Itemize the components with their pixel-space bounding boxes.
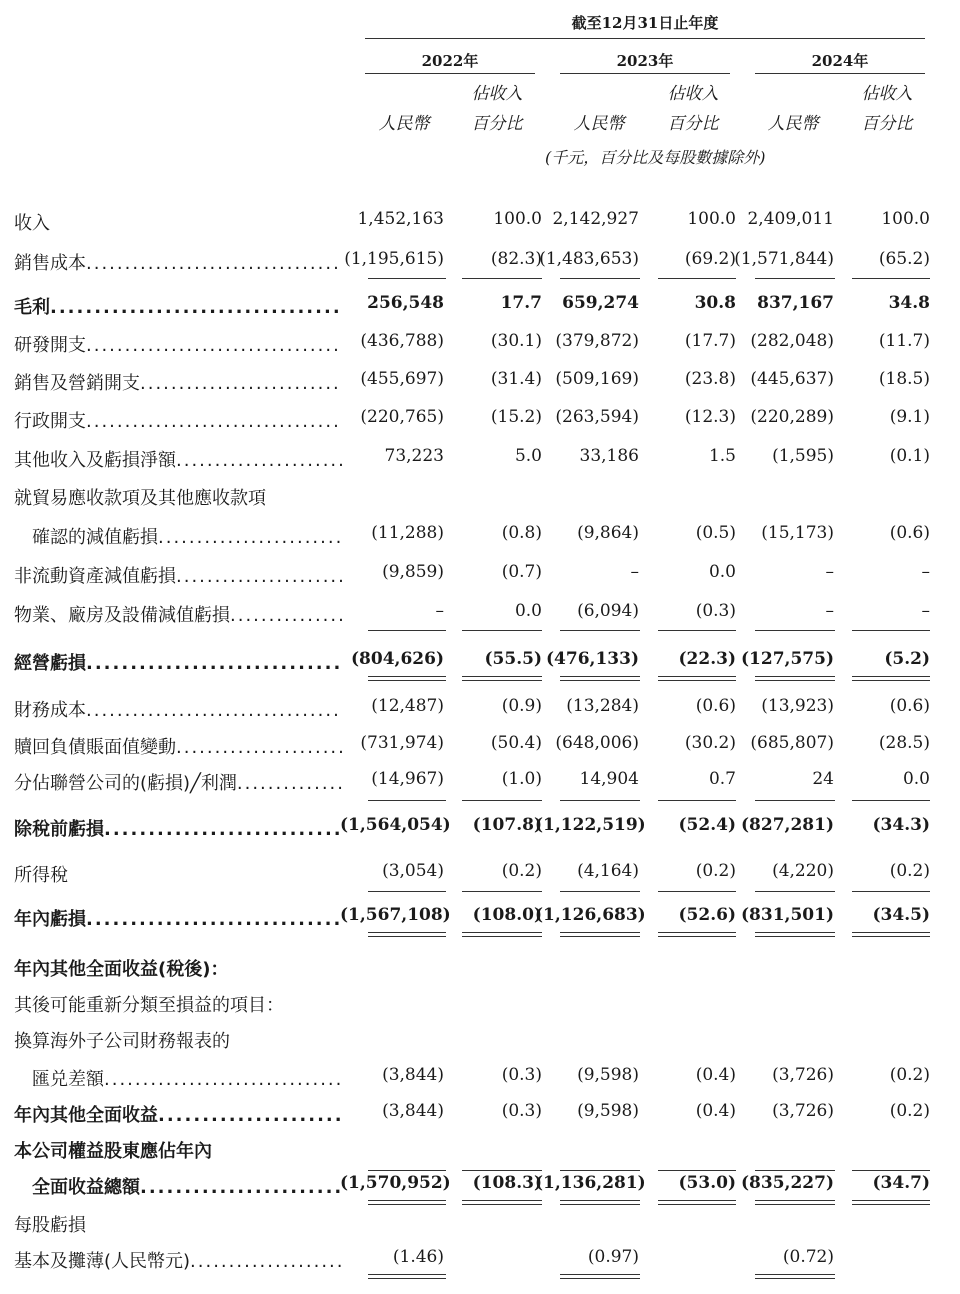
row-label: 匯兑差額 ..... (32, 1065, 342, 1091)
cell-2023-pct: (23.8) (684, 369, 736, 389)
row-label: 其他收入及虧損淨額 ..... (14, 446, 342, 472)
cell-2024-pct: – (921, 562, 930, 582)
row-label: 分佔聯營公司的(虧損)╱利潤 ..... (14, 769, 342, 795)
table-row (0, 1098, 960, 1128)
cell-2024-rmb: (4,220) (772, 861, 834, 881)
cell-2023-rmb: (4,164) (577, 861, 639, 881)
cell-2024-pct: – (921, 601, 930, 621)
row-label: 毛利 ..... (14, 293, 342, 319)
cell-2024-pct: 0.0 (902, 769, 930, 789)
table-row (0, 598, 960, 628)
cell-2022-rmb: (220,765) (360, 407, 444, 427)
row-label: 經營虧損 ..... (14, 649, 342, 675)
table-row (0, 1024, 960, 1054)
row-label: 財務成本 ..... (14, 696, 342, 722)
cell-2024-rmb: (1,595) (772, 446, 834, 466)
cell-2023-pct: (52.4) (678, 815, 736, 835)
table-row (0, 1208, 960, 1238)
year-2022-heading: 2022年 (421, 52, 479, 70)
cell-2024-pct: (34.7) (872, 1173, 930, 1193)
row-label: 年內其他全面收益(稅後)： (14, 959, 229, 980)
cell-2024-pct: (5.2) (884, 649, 930, 669)
table-row (0, 366, 960, 396)
cell-2024-rmb: (282,048) (750, 331, 834, 351)
cell-2023-rmb: 14,904 (579, 769, 639, 789)
table-row (0, 559, 960, 589)
row-label: 基本及攤薄(人民幣元) ..... (14, 1247, 342, 1273)
cell-2024-pct: 34.8 (888, 293, 930, 313)
cell-2024-rmb: (827,281) (741, 815, 834, 835)
cell-2024-pct: (34.5) (872, 905, 930, 925)
year-2023-heading: 2023年 (616, 52, 674, 70)
row-label: 除稅前虧損 ..... (14, 815, 342, 841)
row-label: 每股虧損 (14, 1215, 86, 1236)
cell-2022-pct: (55.5) (484, 649, 542, 669)
cell-2023-pct: 0.0 (708, 562, 736, 582)
unit-note: (千元，百分比及每股數據除外) (545, 148, 766, 167)
cell-2022-rmb: (455,697) (360, 369, 444, 389)
cell-2022-rmb: (1,564,054) (340, 815, 451, 835)
table-row (0, 902, 960, 932)
col-pct-heading-line2: 百分比 (471, 114, 523, 134)
cell-2023-rmb: – (630, 562, 639, 582)
cell-2024-pct: (65.2) (878, 249, 930, 269)
table-row (0, 766, 960, 796)
row-label: 所得稅 (14, 865, 68, 886)
cell-2022-rmb: (3,844) (382, 1101, 444, 1121)
cell-2024-rmb: (835,227) (741, 1173, 834, 1193)
cell-2024-rmb: (831,501) (741, 905, 834, 925)
cell-2023-rmb: (509,169) (555, 369, 639, 389)
row-label: 銷售成本 ..... (14, 249, 342, 275)
year-rule (365, 73, 535, 74)
cell-2022-rmb: (1,570,952) (340, 1173, 451, 1193)
table-row (0, 328, 960, 358)
col-pct-heading-line1: 佔收入 (861, 84, 913, 104)
row-label: 研發開支 ..... (14, 331, 342, 357)
cell-2023-pct: 1.5 (708, 446, 736, 466)
cell-2024-rmb: – (825, 601, 834, 621)
cell-2024-pct: (0.6) (889, 523, 930, 543)
cell-2022-pct: (0.8) (501, 523, 542, 543)
year-2024-heading: 2024年 (811, 52, 869, 70)
cell-2024-rmb: (1,571,844) (734, 249, 834, 269)
cell-2022-pct: (15.2) (490, 407, 542, 427)
col-rmb-heading: 人民幣 (573, 114, 625, 134)
cell-2022-rmb: (14,967) (371, 769, 444, 789)
cell-2023-rmb: (0.97) (587, 1247, 639, 1267)
cell-2023-pct: (0.6) (695, 696, 736, 716)
cell-2022-rmb: 1,452,163 (357, 209, 444, 229)
cell-2023-rmb: (476,133) (546, 649, 639, 669)
table-row (0, 952, 960, 982)
cell-2022-rmb: (12,487) (371, 696, 444, 716)
cell-2022-pct: 0.0 (514, 601, 542, 621)
cell-2022-rmb: (436,788) (360, 331, 444, 351)
cell-2024-rmb: 24 (812, 769, 834, 789)
cell-2023-pct: (30.2) (684, 733, 736, 753)
col-rmb-heading: 人民幣 (767, 114, 819, 134)
cell-2024-rmb: (0.72) (782, 1247, 834, 1267)
table-row (0, 646, 960, 676)
col-pct-heading-line1: 佔收入 (667, 84, 719, 104)
cell-2023-rmb: (9,864) (577, 523, 639, 543)
cell-2024-pct: 100.0 (881, 209, 930, 229)
cell-2022-pct: (50.4) (490, 733, 542, 753)
cell-2023-pct: (0.4) (695, 1065, 736, 1085)
row-label: 行政開支 ..... (14, 407, 342, 433)
table-row (0, 1134, 960, 1164)
row-label: 銷售及營銷開支 ..... (14, 369, 342, 395)
cell-2022-rmb: (1.46) (392, 1247, 444, 1267)
cell-2024-pct: (9.1) (889, 407, 930, 427)
cell-2023-pct: (0.5) (695, 523, 736, 543)
year-rule (560, 73, 730, 74)
cell-2024-pct: (28.5) (878, 733, 930, 753)
cell-2023-rmb: (379,872) (555, 331, 639, 351)
year-rule (755, 73, 925, 74)
cell-2023-rmb: (9,598) (577, 1101, 639, 1121)
cell-2024-rmb: (127,575) (741, 649, 834, 669)
row-label: 贖回負債賬面值變動 ..... (14, 733, 342, 759)
row-label: 年內虧損 ..... (14, 905, 342, 931)
cell-2023-rmb: (1,483,653) (539, 249, 639, 269)
cell-2024-pct: (0.1) (889, 446, 930, 466)
cell-2024-pct: (0.6) (889, 696, 930, 716)
cell-2023-pct: (0.3) (695, 601, 736, 621)
cell-2022-rmb: (3,844) (382, 1065, 444, 1085)
cell-2022-rmb: (3,054) (382, 861, 444, 881)
table-row (0, 1062, 960, 1092)
cell-2022-pct: (30.1) (490, 331, 542, 351)
cell-2024-pct: (18.5) (878, 369, 930, 389)
cell-2024-rmb: (220,289) (750, 407, 834, 427)
cell-2023-rmb: (1,136,281) (535, 1173, 646, 1193)
table-row (0, 520, 960, 550)
cell-2024-rmb: (13,923) (761, 696, 834, 716)
period-heading: 截至12月31日止年度 (571, 14, 719, 32)
col-pct-heading-line1: 佔收入 (471, 84, 523, 104)
cell-2023-rmb: (1,122,519) (535, 815, 646, 835)
cell-2023-pct: (53.0) (678, 1173, 736, 1193)
cell-2023-rmb: (13,284) (566, 696, 639, 716)
table-row (0, 481, 960, 511)
table-row (0, 693, 960, 723)
row-label: 其後可能重新分類至損益的項目： (14, 995, 284, 1016)
cell-2022-pct: (0.3) (501, 1065, 542, 1085)
cell-2023-rmb: (6,094) (577, 601, 639, 621)
row-label: 年內其他全面收益 ..... (14, 1101, 342, 1127)
cell-2023-pct: (52.6) (678, 905, 736, 925)
cell-2023-pct: (22.3) (678, 649, 736, 669)
row-label: 收入 (14, 213, 50, 234)
cell-2024-pct: (0.2) (889, 861, 930, 881)
cell-2023-pct: (0.4) (695, 1101, 736, 1121)
cell-2022-rmb: (9,859) (382, 562, 444, 582)
col-rmb-heading: 人民幣 (378, 114, 430, 134)
cell-2022-rmb: (731,974) (360, 733, 444, 753)
cell-2022-pct: (0.9) (501, 696, 542, 716)
cell-2023-pct: (69.2) (684, 249, 736, 269)
cell-2024-rmb: – (825, 562, 834, 582)
cell-2022-pct: (0.3) (501, 1101, 542, 1121)
cell-2022-pct: (0.7) (501, 562, 542, 582)
cell-2023-pct: 0.7 (708, 769, 736, 789)
table-row (0, 404, 960, 434)
cell-2023-pct: (12.3) (684, 407, 736, 427)
table-row (0, 988, 960, 1018)
cell-2022-rmb: (11,288) (371, 523, 444, 543)
cell-2023-rmb: (648,006) (555, 733, 639, 753)
cell-2022-rmb: 256,548 (367, 293, 444, 313)
table-row (0, 246, 960, 276)
cell-2024-rmb: (445,637) (750, 369, 834, 389)
row-label: 非流動資產減值虧損 ..... (14, 562, 342, 588)
cell-2024-pct: (11.7) (878, 331, 930, 351)
row-label: 確認的減值虧損 ..... (32, 523, 342, 549)
cell-2022-rmb: (1,567,108) (340, 905, 451, 925)
table-row (0, 443, 960, 473)
cell-2023-pct: 100.0 (687, 209, 736, 229)
cell-2024-rmb: (685,807) (750, 733, 834, 753)
cell-2023-rmb: 33,186 (579, 446, 639, 466)
table-row (0, 206, 960, 236)
row-label: 物業、廠房及設備減值虧損 ..... (14, 601, 342, 627)
cell-2024-rmb: (3,726) (772, 1065, 834, 1085)
table-row (0, 290, 960, 320)
cell-2023-rmb: (1,126,683) (535, 905, 646, 925)
cell-2024-rmb: 2,409,011 (747, 209, 834, 229)
cell-2022-rmb: 73,223 (384, 446, 444, 466)
cell-2022-pct: (31.4) (490, 369, 542, 389)
cell-2024-pct: (0.2) (889, 1065, 930, 1085)
row-label: 就貿易應收款項及其他應收款項 (14, 488, 266, 509)
cell-2022-pct: (107.8) (472, 815, 542, 835)
row-label: 本公司權益股東應佔年內 (14, 1141, 212, 1162)
col-pct-heading-line2: 百分比 (861, 114, 913, 134)
cell-2024-pct: (34.3) (872, 815, 930, 835)
col-pct-heading-line2: 百分比 (667, 114, 719, 134)
table-row (0, 730, 960, 760)
cell-2023-rmb: (263,594) (555, 407, 639, 427)
cell-2023-pct: (17.7) (684, 331, 736, 351)
cell-2022-pct: (1.0) (501, 769, 542, 789)
row-label: 換算海外子公司財務報表的 (14, 1031, 230, 1052)
cell-2022-rmb: – (435, 601, 444, 621)
cell-2024-pct: (0.2) (889, 1101, 930, 1121)
cell-2022-pct: (108.0) (472, 905, 542, 925)
cell-2022-pct: (82.3) (490, 249, 542, 269)
table-row (0, 1170, 960, 1200)
cell-2024-rmb: (3,726) (772, 1101, 834, 1121)
cell-2023-rmb: 659,274 (562, 293, 639, 313)
row-label: 全面收益總額 ..... (32, 1173, 342, 1199)
table-row (0, 1244, 960, 1274)
cell-2022-pct: (108.3) (472, 1173, 542, 1193)
cell-2023-pct: (0.2) (695, 861, 736, 881)
cell-2022-pct: (0.2) (501, 861, 542, 881)
header-rule (365, 38, 925, 39)
cell-2023-rmb: (9,598) (577, 1065, 639, 1085)
table-row (0, 858, 960, 888)
cell-2022-pct: 17.7 (500, 293, 542, 313)
cell-2023-rmb: 2,142,927 (552, 209, 639, 229)
cell-2024-rmb: (15,173) (761, 523, 834, 543)
cell-2023-pct: 30.8 (694, 293, 736, 313)
table-row (0, 812, 960, 842)
cell-2022-rmb: (1,195,615) (344, 249, 444, 269)
cell-2022-pct: 100.0 (493, 209, 542, 229)
cell-2022-pct: 5.0 (514, 446, 542, 466)
cell-2022-rmb: (804,626) (351, 649, 444, 669)
cell-2024-rmb: 837,167 (757, 293, 834, 313)
